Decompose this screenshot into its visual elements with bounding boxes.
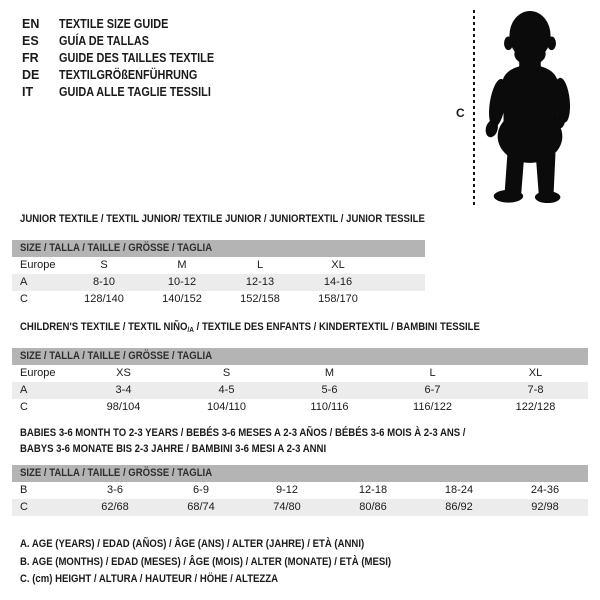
legend-line: B. AGE (MONTHS) / EDAD (MESES) / ÂGE (MOIS) / ALTER (MONATE) / ETÀ (MESI) xyxy=(20,555,392,568)
table-cell: L xyxy=(256,259,264,271)
table-cell: 7-8 xyxy=(527,384,544,396)
legend-line: C. (cm) HEIGHT / ALTURA / HAUTEUR / HÖHE / ALTEZZA xyxy=(20,573,279,585)
table-cell: 140/152 xyxy=(162,293,202,305)
table-cell: 6-7 xyxy=(424,384,441,396)
table-cell: XL xyxy=(331,259,345,271)
row-label: Europe xyxy=(20,367,56,379)
junior-table-title: JUNIOR TEXTILE / TEXTIL JUNIOR/ TEXTILE JUNIOR / JUNIORTEXTIL / JUNIOR TESSILE xyxy=(20,213,425,225)
language-row xyxy=(22,67,237,84)
babies-size-table xyxy=(12,465,588,516)
row-label: A xyxy=(20,276,28,288)
babies-table-title: BABIES 3-6 MONTH TO 2-3 YEARS / BEBÉS 3-6 MESES A 2-3 AÑOS / BÉBÉS 3-6 MOIS À 2-3 ANS / BABYS 3-6 MONATE BIS 2-3 JAHRE / BAMBINI 3-6 MESI A 2-3 ANNI xyxy=(20,427,466,455)
language-code: DE xyxy=(22,68,40,82)
table-cell: 3-6 xyxy=(107,484,123,496)
children-table-title: CHILDREN'S TEXTILE / TEXTIL $NIÑO_{/A}$ / TEXTILE DES ENFANTS / KINDERTEXTIL / BAMBINI TESSILE xyxy=(20,321,480,334)
table-cell: 92/98 xyxy=(531,501,559,513)
table-cell: 110/116 xyxy=(310,401,349,413)
language-code: FR xyxy=(22,51,39,65)
table-cell: 80/86 xyxy=(359,501,387,513)
baby-silhouette-icon xyxy=(481,8,579,208)
language-title-list xyxy=(22,16,237,101)
table-cell: 5-6 xyxy=(321,384,338,396)
table-cell: 152/158 xyxy=(240,293,280,305)
language-row xyxy=(22,50,237,67)
row-label: B xyxy=(20,484,28,496)
table-row xyxy=(12,382,588,399)
table-cell: 104/110 xyxy=(207,401,246,413)
children-table-rows xyxy=(12,365,588,416)
language-row xyxy=(22,16,237,33)
row-label: C xyxy=(20,501,28,513)
row-label: Europe xyxy=(20,259,56,271)
table-cell: M xyxy=(324,367,335,379)
table-cell: L xyxy=(429,367,436,379)
table-cell: M xyxy=(177,259,187,271)
table-cell: S xyxy=(100,259,108,271)
babies-table-rows xyxy=(12,482,588,516)
table-row xyxy=(12,257,425,274)
language-code: IT xyxy=(22,85,34,99)
language-row xyxy=(22,33,237,50)
height-reference-dashed-line xyxy=(473,10,475,208)
table-cell: XS xyxy=(116,367,131,379)
table-cell: 86/92 xyxy=(445,501,473,513)
table-cell: 128/140 xyxy=(84,293,124,305)
table-cell: 8-10 xyxy=(92,276,116,288)
table-row xyxy=(12,399,588,416)
table-row xyxy=(12,274,425,291)
table-cell: 4-5 xyxy=(218,384,235,396)
table-cell: 3-4 xyxy=(115,384,132,396)
table-cell: 12-13 xyxy=(245,276,275,288)
table-cell: 116/122 xyxy=(413,401,452,413)
row-label: C xyxy=(20,401,28,413)
legend-line: A. AGE (YEARS) / EDAD (AÑOS) / ÂGE (ANS) / ALTER (JAHRE) / ETÀ (ANNI) xyxy=(20,538,365,550)
guide-title: GUÍA DE TALLAS xyxy=(59,34,150,48)
table-cell: 98/104 xyxy=(106,401,141,413)
height-measure-label: C xyxy=(456,106,465,120)
table-row xyxy=(12,482,588,499)
guide-title: GUIDE DES TAILLES TEXTILE xyxy=(59,51,215,65)
junior-table-rows xyxy=(12,257,425,308)
size-header-bar: SIZE / TALLA / TAILLE / GRÖSSE / TAGLIA xyxy=(12,465,588,482)
table-cell: 6-9 xyxy=(193,484,209,496)
subscript-a: /A xyxy=(187,325,194,334)
table-cell: 18-24 xyxy=(444,484,474,496)
table-cell: 62/68 xyxy=(101,501,129,513)
children-size-table xyxy=(12,348,588,416)
table-row xyxy=(12,365,588,382)
table-cell: 74/80 xyxy=(273,501,301,513)
table-row xyxy=(12,291,425,308)
guide-title: TEXTILGRÖßENFÜHRUNG xyxy=(59,68,198,82)
table-cell: 10-12 xyxy=(167,276,197,288)
table-cell: XL xyxy=(528,367,543,379)
table-cell: 122/128 xyxy=(515,401,556,413)
junior-size-table xyxy=(12,240,425,308)
guide-title: GUIDA ALLE TAGLIE TESSILI xyxy=(59,85,211,99)
size-header-bar: SIZE / TALLA / TAILLE / GRÖSSE / TAGLIA xyxy=(12,348,588,365)
table-cell: 14-16 xyxy=(323,276,353,288)
row-label: C xyxy=(20,293,28,305)
table-cell: 12-18 xyxy=(358,484,388,496)
table-cell: S xyxy=(222,367,231,379)
language-code: ES xyxy=(22,34,39,48)
language-row xyxy=(22,84,237,101)
table-row xyxy=(12,499,588,516)
table-cell: 24-36 xyxy=(530,484,560,496)
table-cell: 158/170 xyxy=(318,293,358,305)
size-header-bar: SIZE / TALLA / TAILLE / GRÖSSE / TAGLIA xyxy=(12,240,425,257)
row-label: A xyxy=(20,384,28,396)
table-cell: 9-12 xyxy=(275,484,299,496)
language-code: EN xyxy=(22,17,40,31)
guide-title: TEXTILE SIZE GUIDE xyxy=(59,17,169,31)
measure-legend xyxy=(20,536,447,589)
table-cell: 68/74 xyxy=(187,501,215,513)
